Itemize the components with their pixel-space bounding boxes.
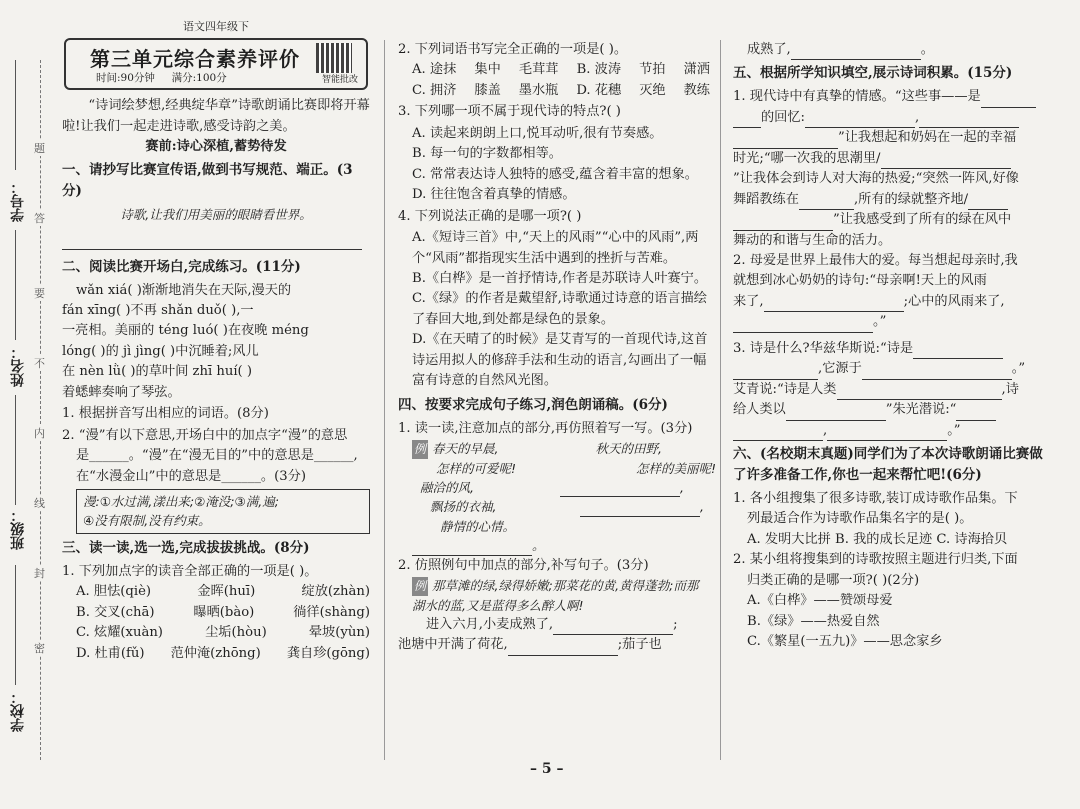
prompt-phrase: 池塘中开满了荷花, bbox=[398, 637, 508, 653]
definition-line: 漫:①水过满,漾出来;②淹没;③满,遍; bbox=[83, 494, 279, 510]
question-4-1: 1. 读一读,注意加点的部分,再仿照着写一写。(3分) bbox=[398, 420, 693, 436]
option: 毛茸茸 bbox=[518, 62, 559, 78]
fill-row: 静情的心情。。 bbox=[412, 517, 710, 556]
fill-sentence bbox=[398, 635, 710, 655]
grade-tag: 语文四年级下 bbox=[183, 20, 249, 33]
prompt-phrase: ,所有的绿就整齐地/ bbox=[853, 191, 969, 207]
fill-sentence bbox=[733, 380, 1051, 400]
option: 灭绝 bbox=[639, 82, 666, 98]
prompt-phrase: ;心中的风雨来了, bbox=[903, 293, 1005, 309]
question-4-2: 2. 仿照例句中加点的部分,补写句子。(3分) bbox=[398, 557, 649, 573]
prompt-phrase: 飘扬的衣袖, bbox=[430, 499, 497, 515]
fill-sentence: ,它源于 。” bbox=[733, 359, 1051, 379]
page-number: – 5 – bbox=[530, 761, 564, 777]
fill-sentence bbox=[733, 149, 1051, 169]
answer-blank[interactable] bbox=[913, 344, 1003, 359]
option[interactable]: A.《白桦》——赞颂母爱 bbox=[747, 593, 893, 609]
prompt-phrase: 时光;“哪一次我的思潮里/ bbox=[733, 150, 881, 166]
question-6-2: 2. 某小组将搜集到的诗歌按照主题进行归类,下面 bbox=[733, 552, 1018, 568]
exam-info bbox=[96, 70, 227, 86]
example-mark: 例 bbox=[412, 440, 428, 459]
question-5-1 bbox=[733, 87, 1051, 107]
prompt-phrase: 融洽的风, bbox=[420, 480, 474, 496]
question-2-1: 1. 根据拼音写出相应的词语。(8分) bbox=[62, 406, 269, 422]
option: 墨水瓶 bbox=[518, 82, 559, 98]
option[interactable]: A. 读起来朗朗上口,悦耳动听,很有节奏感。 bbox=[412, 125, 663, 141]
question-6-1: 1. 各小组搜集了很多诗歌,装订成诗歌作品集。下 bbox=[733, 490, 1018, 506]
fill-row: 融洽的风, , bbox=[412, 478, 710, 497]
prompt-phrase: ;茄子也 bbox=[617, 637, 662, 653]
answer-blank[interactable] bbox=[981, 93, 1036, 108]
full-score: 满分:100分 bbox=[171, 72, 227, 85]
prompt-phrase: 给人类以 bbox=[733, 402, 786, 418]
option[interactable]: B.《绿》——热爱自然 bbox=[747, 613, 880, 629]
school-line bbox=[15, 565, 16, 685]
seal-char: 要 bbox=[34, 287, 45, 300]
question-6-2-line: 归类正确的是哪一项?( )(2分) bbox=[747, 572, 920, 588]
question-6-1-line: 列最适合作为诗歌作品集名字的是( )。 bbox=[747, 511, 973, 527]
prompt-phrase: 的回忆: bbox=[761, 109, 806, 125]
option: 徜徉(shàng) bbox=[293, 604, 370, 620]
example-phrase: 春天的早晨, bbox=[432, 441, 499, 457]
option-row bbox=[76, 582, 370, 602]
question-text: 1. 现代诗中有真挚的情感。“这些事——是 bbox=[733, 89, 981, 105]
seal-char: 题 bbox=[34, 142, 45, 155]
option[interactable]: C. 拥济 bbox=[412, 82, 457, 98]
example-phrase: 怎样的可爱呢! bbox=[436, 460, 517, 476]
example-row bbox=[412, 459, 716, 478]
option[interactable]: B. 每一句的字数都相等。 bbox=[412, 146, 562, 162]
answer-blank[interactable] bbox=[733, 216, 833, 231]
option: 集中 bbox=[474, 62, 501, 78]
copy-line[interactable] bbox=[62, 235, 362, 250]
answer-blank[interactable] bbox=[799, 195, 854, 210]
option: 绽放(zhàn) bbox=[301, 584, 370, 600]
question-2-2-line: 在“水漫金山”中的意思是______。(3分) bbox=[76, 468, 306, 484]
option: 潇洒 bbox=[683, 62, 710, 78]
option-row bbox=[76, 623, 370, 643]
example-phrase: 怎样的美丽呢! bbox=[635, 460, 716, 476]
fill-sentence: 进入六月,小麦成熟了, ; bbox=[398, 615, 710, 635]
school-label: 学校： bbox=[10, 690, 26, 732]
definition-line: ④没有限制,没有约束。 bbox=[83, 513, 211, 529]
slogan: 诗歌,让我们用美丽的眼睛看世界。 bbox=[120, 207, 312, 223]
section-5-title: 五、根据所学知识填空,展示诗词积累。(15分) bbox=[733, 65, 1013, 82]
answer-blank[interactable] bbox=[733, 426, 823, 441]
option-row bbox=[412, 81, 710, 101]
example-phrase: 秋天的田野, bbox=[595, 441, 662, 457]
pinyin-line: lóng( )的 jì jìng( )中沉睡着;风儿 bbox=[62, 343, 259, 359]
option[interactable]: D. 往往饱含着真挚的情感。 bbox=[412, 187, 576, 203]
option: 曝晒(bào) bbox=[193, 604, 255, 620]
name-line bbox=[15, 230, 16, 340]
pinyin-line: 在 nèn lǜ( )的草叶间 zhī huí( ) bbox=[62, 364, 253, 380]
option[interactable]: D. 杜甫(fǔ) bbox=[76, 645, 145, 661]
option: 教练 bbox=[683, 82, 710, 98]
option[interactable]: A. 发明大比拼 B. 我的成长足迹 C. 诗海拾贝 bbox=[747, 531, 1008, 547]
answer-blank[interactable] bbox=[580, 502, 700, 517]
option[interactable]: A. 胆怯(qiè) bbox=[76, 584, 152, 600]
options-list bbox=[62, 582, 370, 664]
option[interactable]: D. 花穗 bbox=[576, 82, 622, 98]
prompt-phrase: ”让我感受到了所有的绿在风中 bbox=[833, 212, 1012, 228]
option[interactable]: C. 炫耀(xuàn) bbox=[76, 625, 163, 641]
column-divider bbox=[384, 40, 385, 760]
question-3-4: 4. 下列说法正确的是哪一项?( ) bbox=[398, 208, 582, 224]
pinyin-line: fán xīng( )不再 shǎn duǒ( ),一 bbox=[62, 303, 254, 318]
answer-blank[interactable] bbox=[837, 385, 1002, 400]
answer-blank[interactable] bbox=[805, 113, 915, 128]
question-5-2: 2. 母爱是世界上最伟大的爱。每当想起母亲时,我 bbox=[733, 253, 1018, 268]
column-2 bbox=[398, 40, 716, 656]
seal-char: 不 bbox=[34, 357, 45, 370]
prompt-phrase: ,诗 bbox=[1001, 381, 1019, 397]
fill-sentence: 。” bbox=[733, 312, 1051, 332]
answer-blank[interactable] bbox=[733, 365, 818, 380]
column-1 bbox=[62, 20, 370, 664]
fill-sentence bbox=[733, 190, 1051, 210]
prompt-phrase: 静情的心情。 bbox=[440, 518, 516, 534]
option[interactable]: C.《绿》的作者是戴望舒,诗歌通过诗意的语言描绘了春回大地,到处都是绿色的景象。 bbox=[412, 291, 707, 327]
option[interactable]: B. 交叉(chā) bbox=[76, 604, 155, 620]
student-id-line bbox=[15, 60, 16, 170]
class-label: 班级： bbox=[10, 508, 26, 550]
page-title: 第三单元综合素养评价 bbox=[90, 47, 300, 72]
definition-box bbox=[76, 489, 370, 534]
answer-blank[interactable] bbox=[827, 426, 947, 441]
fill-sentence bbox=[733, 400, 1051, 420]
answer-blank[interactable] bbox=[862, 365, 1012, 380]
fill-sentence: , 。” bbox=[733, 421, 1051, 441]
question-text: 3. 诗是什么?华兹华斯说:“诗是 bbox=[733, 340, 914, 356]
title-box bbox=[64, 38, 368, 90]
answer-blank[interactable] bbox=[733, 134, 838, 149]
options-list bbox=[398, 60, 710, 101]
pinyin-line: 着蟋蟀奏响了琴弦。 bbox=[62, 384, 181, 400]
answer-blank[interactable] bbox=[791, 45, 921, 60]
question-5-3 bbox=[733, 339, 1051, 359]
seal-char: 答 bbox=[34, 212, 45, 225]
prompt-phrase: ”朱光潜说:“ bbox=[885, 402, 957, 418]
time-limit: 时间:90分钟 bbox=[96, 72, 155, 85]
fill-sentence bbox=[733, 128, 1051, 148]
fill-sentence: 成熟了, 。 bbox=[733, 40, 1051, 60]
prompt-phrase: 成熟了, bbox=[747, 42, 791, 57]
option[interactable]: D.《在天晴了的时候》是艾青写的一首现代诗,这首诗运用拟人的修辞手法和生动的语言,勾画出了一幅富有诗意的自然风光图。 bbox=[412, 332, 708, 389]
question-2-2: 2. “漫”有以下意思,开场白中的加点字“漫”的意思 bbox=[62, 427, 348, 443]
prompt-phrase: 进入六月,小麦成熟了, bbox=[426, 616, 554, 632]
answer-blank[interactable] bbox=[956, 406, 996, 421]
seal-char: 密 bbox=[34, 642, 45, 655]
fill-row: 飘扬的衣袖, , bbox=[412, 497, 710, 516]
option[interactable]: C. 常常表达诗人独特的感受,蕴含着丰富的想象。 bbox=[412, 166, 698, 182]
answer-blank[interactable] bbox=[412, 541, 532, 556]
option: 尘垢(hòu) bbox=[205, 625, 267, 641]
prompt-phrase: 艾青说:“诗是人类 bbox=[733, 381, 837, 397]
prompt-phrase: 舞蹈教练在 bbox=[733, 191, 799, 207]
column-divider bbox=[720, 40, 721, 760]
question-3-2: 2. 下列词语书写完全正确的一项是( )。 bbox=[398, 42, 628, 57]
option-row bbox=[76, 603, 370, 623]
option: 龚自珍(gōng) bbox=[286, 645, 370, 661]
option-row bbox=[412, 60, 710, 80]
question-3-3: 3. 下列哪一项不属于现代诗的特点?( ) bbox=[398, 104, 621, 120]
answer-blank[interactable] bbox=[786, 406, 886, 421]
prompt-phrase: 来了, bbox=[733, 293, 764, 309]
option[interactable]: B. 波涛 bbox=[576, 62, 622, 78]
name-label: 姓名： bbox=[10, 345, 26, 387]
fill-sentence: ”让我体会到诗人对大海的热爱;“突然一阵风,好像 bbox=[733, 171, 1019, 187]
question-3-1: 1. 下列加点字的读音全部正确的一项是( )。 bbox=[62, 563, 318, 579]
class-line bbox=[15, 395, 16, 505]
option: 金晖(huī) bbox=[197, 584, 256, 600]
answer-blank[interactable] bbox=[560, 482, 680, 497]
example-row bbox=[412, 439, 662, 459]
example-phrase: 那草滩的绿,绿得娇嫩;那菜花的黄,黄得蓬勃;而那湖水的蓝,又是蓝得多么醉人啊! bbox=[412, 578, 699, 613]
option-row bbox=[76, 644, 370, 664]
answer-blank[interactable] bbox=[733, 318, 873, 333]
seal-char: 内 bbox=[34, 427, 45, 440]
fill-sentence bbox=[733, 292, 1051, 312]
section-6-title: 六、(名校期末真题)同学们为了本次诗歌朗诵比赛做了许多准备工作,你也一起来帮忙吧!(6分) bbox=[733, 446, 1043, 483]
section-2-title: 二、阅读比赛开场白,完成练习。(11分) bbox=[62, 258, 301, 275]
example-block bbox=[398, 439, 716, 555]
fill-sentence: 就想到冰心奶奶的诗句:“母亲啊!天上的风雨 bbox=[733, 273, 987, 289]
answer-blank[interactable] bbox=[508, 641, 618, 656]
answer-blank[interactable] bbox=[968, 195, 1008, 210]
option[interactable]: C.《繁星(一五九)》——思念家乡 bbox=[747, 634, 943, 650]
answer-blank[interactable] bbox=[733, 113, 761, 128]
stage-title: 赛前:诗心深植,蓄势待发 bbox=[145, 138, 287, 154]
fill-sentence: 舞动的和谐与生命的活力。 bbox=[733, 232, 892, 248]
prompt-phrase: ,它源于 bbox=[818, 361, 862, 377]
answer-blank[interactable] bbox=[919, 113, 1019, 128]
pinyin-line: 一亮相。美丽的 téng luó( )在夜晚 méng bbox=[62, 323, 309, 339]
answer-blank[interactable] bbox=[553, 620, 673, 635]
qr-caption: 智能批改 bbox=[321, 75, 358, 86]
column-3 bbox=[733, 40, 1051, 653]
answer-blank[interactable] bbox=[764, 297, 904, 312]
fill-sentence bbox=[733, 210, 1051, 230]
binding-margin bbox=[0, 0, 60, 809]
example-sentence bbox=[398, 576, 710, 615]
answer-blank[interactable] bbox=[881, 154, 1011, 169]
qr-code-icon[interactable] bbox=[316, 43, 352, 73]
example-text bbox=[412, 439, 498, 459]
option[interactable]: B.《白桦》是一首抒情诗,作者是苏联诗人叶赛宁。 bbox=[412, 270, 708, 286]
seal-char: 封 bbox=[34, 567, 45, 580]
option[interactable]: A. 途抹 bbox=[412, 62, 457, 78]
pinyin-line: wǎn xiá( )渐渐地消失在天际,漫天的 bbox=[76, 282, 292, 298]
seal-char: 线 bbox=[34, 497, 45, 510]
option[interactable]: A.《短诗三首》中,“天上的风雨”“心中的风雨”,两个“风雨”都指现实生活中遇到的挫折与苦难。 bbox=[412, 230, 699, 266]
intro-text: “诗词绘梦想,经典绽华章”诗歌朗诵比赛即将开幕啦!让我们一起走进诗歌,感受诗韵之美。 bbox=[62, 98, 370, 134]
prompt-phrase: ”让我想起和奶妈在一起的幸福 bbox=[838, 130, 1017, 146]
section-1-title: 一、请抄写比赛宣传语,做到书写规范、端正。(3分) bbox=[62, 162, 353, 200]
option: 晕坡(yùn) bbox=[308, 625, 370, 641]
example-mark: 例 bbox=[412, 577, 428, 596]
option: 节拍 bbox=[639, 62, 666, 78]
question-2-2-line: 是______。“漫”在“漫无目的”中的意思是______, bbox=[76, 448, 358, 464]
option: 膝盖 bbox=[474, 82, 501, 98]
section-3-title: 三、读一读,选一选,完成拔拔挑战。(8分) bbox=[62, 539, 310, 556]
fill-sentence: 的回忆: , bbox=[733, 108, 1051, 128]
student-id-label: 学号： bbox=[10, 180, 26, 222]
option: 范仲淹(zhōng) bbox=[170, 645, 261, 661]
section-4-title: 四、按要求完成句子练习,润色朗诵稿。(6分) bbox=[398, 396, 668, 413]
